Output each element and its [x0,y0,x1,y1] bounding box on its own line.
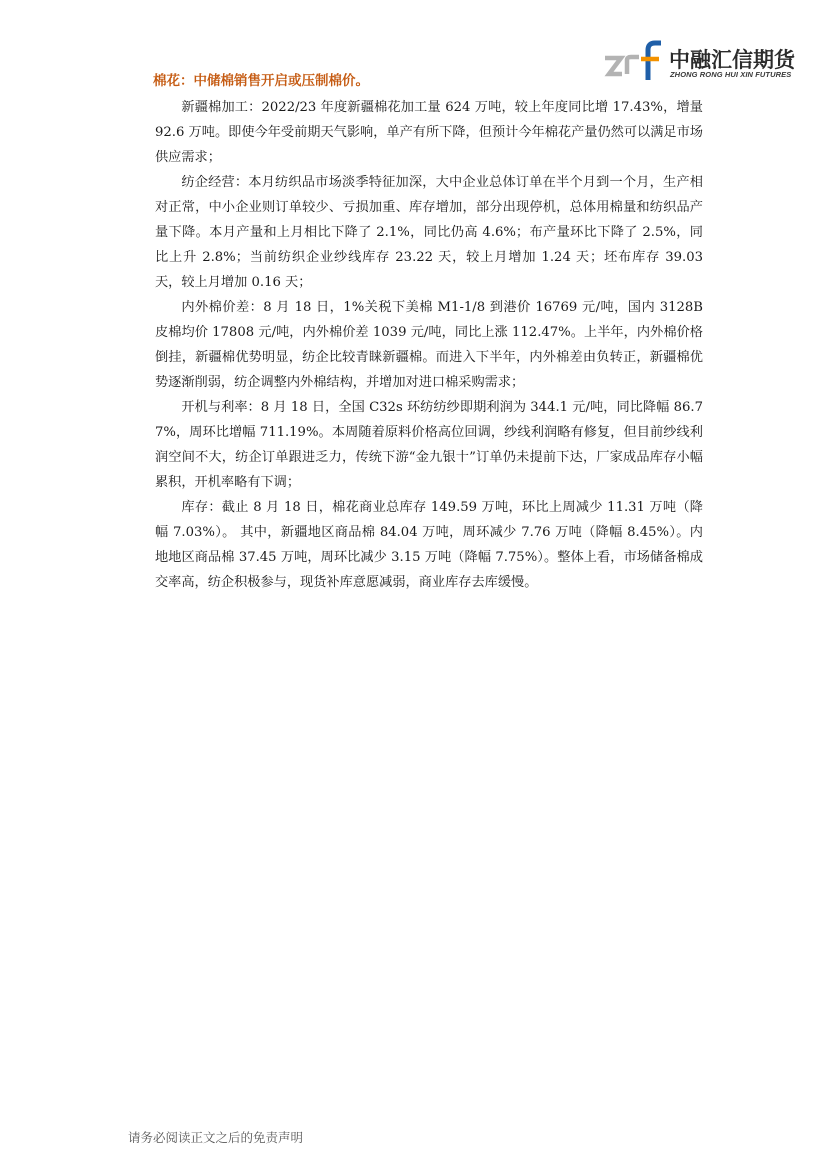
paragraph-operating-profit: 开机与利率：8 月 18 日，全国 C32s 环纺纺纱即期利润为 344.1 元/吨，同比降幅 86.77%，周环比增幅 711.19%。本周随着原料价格高位回调，纱线利润略有修复，但目前纱线利润空间不大，纺企订单跟进乏力，传统下游“金九银十”订单仍未提前下达，厂家成品库存小幅累积，开机率略有下调； [155,400,703,490]
paragraph-price-spread: 内外棉价差：8 月 18 日，1%关税下美棉 M1-1/8 到港价 16769 元/吨，国内 3128B 皮棉均价 17808 元/吨，内外棉价差 1039 元/吨，同比上涨 112.47%。上半年，内外棉价格倒挂，新疆棉优势明显，纺企比较青睐新疆棉。而进入下半年，内外棉差由负转正，新疆棉优势逐渐削弱，纺企调整内外棉结构，并增加对进口棉采购需求； [155,300,703,390]
section-title: 棉花：中储棉销售开启或压制棉价。 [153,73,369,89]
disclaimer-footer: 请务必阅读正文之后的免责声明 [128,1130,304,1145]
report-section [155,70,703,595]
paragraph-xinjiang-processing: 新疆棉加工：2022/23 年度新疆棉花加工量 624 万吨，较上年度同比增 17.43%，增量 92.6 万吨。即使今年受前期天气影响，单产有所下降，但预计今年棉花产量仍然可以满足市场供应需求； [155,100,703,165]
paragraph-textile-operations: 纺企经营：本月纺织品市场淡季特征加深，大中企业总体订单在半个月到一个月，生产相对正常，中小企业则订单较少、亏损加重、库存增加，部分出现停机，总体用棉量和纺织品产量下降。本月产量和上月相比下降了 2.1%，同比仍高 4.6%；布产量环比下降了 2.5%，同比上升 2.8%；当前纺织企业纱线库存 23.22 天，较上月增加 1.24 天；坯布库存 39.03 天，较上月增加 0.16 天； [155,175,703,290]
logo-chinese-name: 中融汇信期货 [669,48,795,72]
logo-english-name: ZHONG RONG HUI XIN FUTURES [670,70,792,79]
paragraph-inventory: 库存：截止 8 月 18 日，棉花商业总库存 149.59 万吨，环比上周减少 11.31 万吨（降幅 7.03%）。 其中，新疆地区商品棉 84.04 万吨，周环减少 7.76 万吨（降幅 8.45%）。内地地区商品棉 37.45 万吨，周环比减少 3.15 万吨（降幅 7.75%）。整体上看，市场储备棉成交率高，纺企积极参与，现货补库意愿减弱，商业库存去库缓慢。 [155,500,703,590]
